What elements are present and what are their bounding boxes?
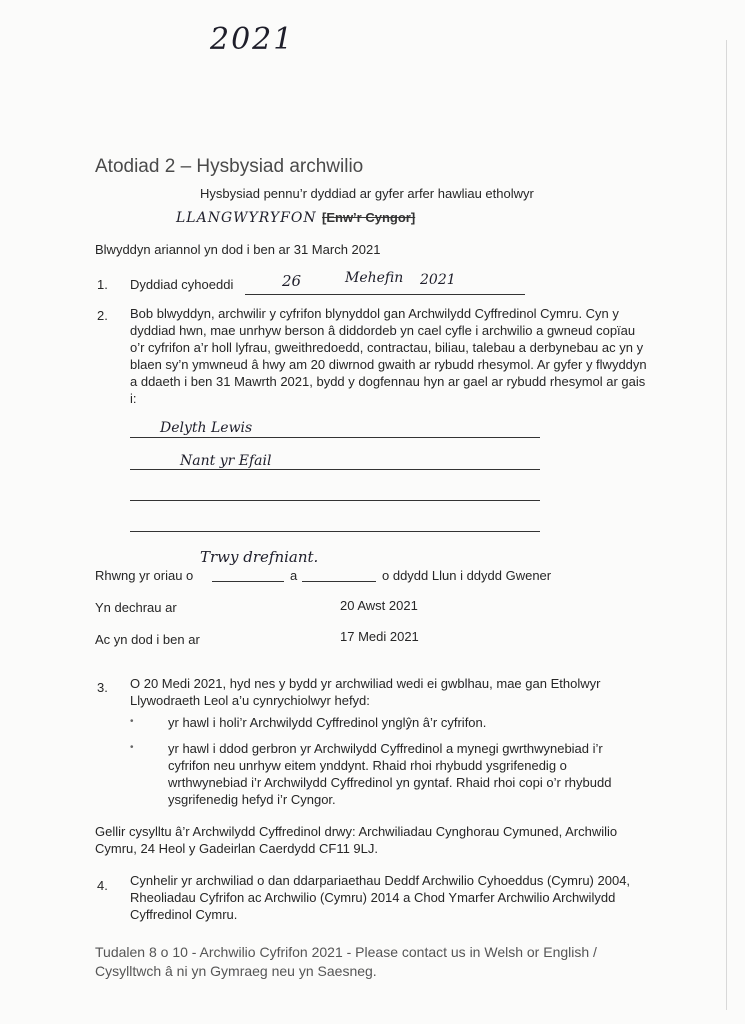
start-date-value: 20 Awst 2021 <box>340 598 418 613</box>
page-subtitle: Hysbysiad pennu’r dyddiad ar gyfer arfer hawliau etholwyr <box>200 186 534 201</box>
hours-label-start: Rhwng yr oriau o <box>95 568 194 583</box>
hours-label-days: o ddydd Llun i ddydd Gwener <box>382 568 552 583</box>
hours-from-line <box>212 581 284 582</box>
item1-date-line <box>245 294 525 295</box>
financial-year-text: Blwyddyn ariannol yn dod i ben ar 31 March 2021 <box>95 242 381 257</box>
contact-line2-handwritten: Nant yr Efail <box>180 453 272 469</box>
item1-date-year: 2021 <box>420 272 456 288</box>
contact-line4 <box>130 531 540 532</box>
item4-number: 4. <box>97 878 108 893</box>
item3-number: 3. <box>97 680 108 695</box>
page-title: Atodiad 2 – Hysbysiad archwilio <box>95 156 364 177</box>
council-name-handwritten: LLANGWYRYFON <box>176 210 317 226</box>
end-date-value: 17 Medi 2021 <box>340 629 419 644</box>
item1-number: 1. <box>97 277 108 292</box>
contact-line1-handwritten: Delyth Lewis <box>160 420 253 436</box>
handwritten-year: 2021 <box>210 22 295 57</box>
item3-bullet-1: yr hawl i holi’r Archwilydd Cyffredinol ynglŷn â’r cyfrifon. <box>168 715 487 730</box>
item1-date-month: Mehefin <box>345 270 404 286</box>
item4-text: Cynhelir yr archwiliad o dan ddarpariaethau Deddf Archwilio Cyhoeddus (Cymru) 2004, Rheoliadau Cyfrifon ac Archwilio (Cymru) 2014 a Chod Ymarfer Archwilio Archwilydd Cyffredinol Cymru. <box>130 873 631 922</box>
item1-date-day: 26 <box>282 272 302 290</box>
hours-handwritten: Trwy drefniant. <box>200 548 319 566</box>
contact-line3 <box>130 500 540 501</box>
item2-text: Bob blwyddyn, archwilir y cyfrifon blynyddol gan Archwilydd Cyffredinol Cymru. Cyn y dyddiad hwn, mae unrhyw berson â diddordeb yn cael cyfle i archwilio a gwneud copïau o’r cyfrifon a’r holl lyfrau, gweithredoedd, contractau, biliau, talebau a derbynebau ac yn y blaen sy’n ymwneud â hwy am 20 diwrnod gwaith ar rybudd rhesymol. Ar gyfer y flwyddyn a ddaeth i ben 31 Mawrth 2021, bydd y dogfennau hyn ar gael ar rybudd rhesymol ar gais i: <box>130 306 647 406</box>
council-name-placeholder: [Enw’r Cyngor] <box>322 210 416 225</box>
item3-bullet-2: yr hawl i ddod gerbron yr Archwilydd Cyffredinol a mynegi gwrthwynebiad i’r cyfrifon neu unrhyw eitem ynddynt. Rhaid rhoi rhybudd ysgrifenedig o wrthwynebiad i’r Archwilydd Cyffredinol yn gyntaf. Rhaid rhoi copi o’r rhybudd ysgrifenedig hefyd i’r Cyngor. <box>168 741 612 807</box>
bullet-2-icon: • <box>130 742 134 753</box>
contact-line1 <box>130 437 540 438</box>
auditor-contact-text: Gellir cysylltu â’r Archwilydd Cyffredinol drwy: Archwiliadau Cynghorau Cymuned, Archwilio Cymru, 24 Heol y Gadeirlan Caerdydd CF11 9LJ. <box>95 824 618 856</box>
hours-label-and: a <box>290 568 298 583</box>
bullet-1-icon: • <box>130 716 134 727</box>
scan-edge-line <box>726 40 727 1010</box>
contact-line2 <box>130 469 540 470</box>
page-footer: Tudalen 8 o 10 - Archwilio Cyfrifon 2021 - Please contact us in Welsh or English / Cysylltwch â ni yn Gymraeg neu yn Saesneg. <box>95 944 597 979</box>
item3-text: O 20 Medi 2021, hyd nes y bydd yr archwiliad wedi ei gwblhau, mae gan Etholwyr Llywodraeth Leol a’u cynrychiolwyr hefyd: <box>130 676 601 708</box>
start-date-label: Yn dechrau ar <box>95 600 177 615</box>
hours-to-line <box>302 581 376 582</box>
end-date-label: Ac yn dod i ben ar <box>95 632 200 647</box>
item1-label: Dyddiad cyhoeddi <box>130 277 234 292</box>
item2-number: 2. <box>97 308 108 323</box>
